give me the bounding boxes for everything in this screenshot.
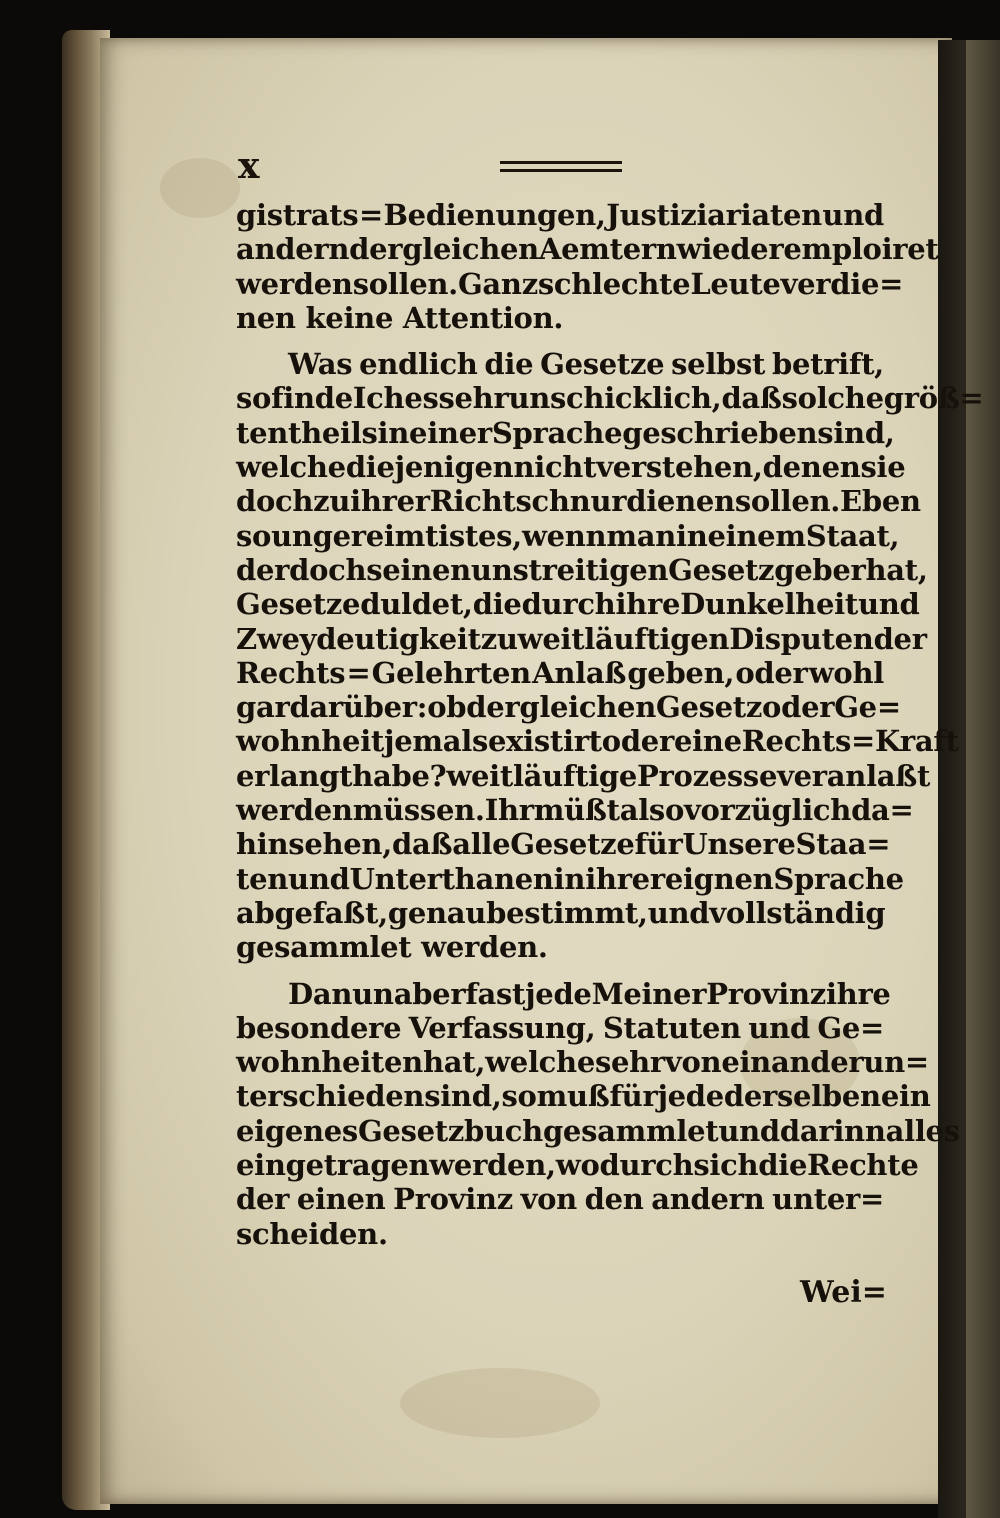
text-line: gistrats = Bedienungen, Justiziariaten und xyxy=(236,198,884,232)
text-line: scheiden. xyxy=(236,1216,388,1251)
text-line: wohnheiten hat, welche sehr von einander un= xyxy=(236,1045,929,1080)
text-line: ten und Unterthanen in ihrer eignen Sprache xyxy=(236,861,904,896)
text-line: werden müssen. Ihr müßt also vorzüglich da= xyxy=(236,793,914,828)
text-line: der doch seinen unstreitigen Gesetzgeber hat, xyxy=(236,552,928,587)
body-text xyxy=(236,198,984,1251)
text-line: der einen Provinz von den andern unter= xyxy=(236,1182,884,1217)
text-line: gar darüber: ob dergleichen Gesetz oder Ge= xyxy=(236,690,901,725)
text-line: Rechts = Gelehrten Anlaß geben, oder wohl xyxy=(236,655,884,690)
text-line: Gesetze duldet, die durch ihre Dunkelheit und xyxy=(236,587,920,622)
text-line: erlangt habe? weitläuftige Prozesse veranlaßt xyxy=(236,758,931,793)
text-line: tentheils in einer Sprache geschrieben sind, xyxy=(236,415,895,450)
paper-stain xyxy=(400,1368,600,1438)
text-line: wohnheit jemals existirt oder eine Rechts=Kraft xyxy=(236,724,959,759)
text-line: eigenes Gesetzbuch gesammlet und darinn alles xyxy=(236,1113,960,1148)
paragraph-gap xyxy=(236,335,884,347)
page-number: x xyxy=(238,145,260,187)
text-line: besondere Verfassung, Statuten und Ge= xyxy=(236,1010,884,1045)
text-line: terschieden sind, so muß für jede derselben ein xyxy=(236,1079,931,1114)
text-line: Da nun aber fast jede Meiner Provinz ihre xyxy=(288,976,891,1011)
text-line: so ungereimt ist es, wenn man in einem Staat, xyxy=(236,518,900,553)
paper-stain xyxy=(160,158,240,218)
page-header xyxy=(238,145,888,189)
paragraph-gap xyxy=(236,965,884,977)
catchword: Wei= xyxy=(800,1275,887,1310)
paragraph xyxy=(236,976,960,1251)
text-line: gesammlet werden. xyxy=(236,930,548,965)
text-line: welche diejenigen nicht verstehen, denen sie xyxy=(236,450,906,485)
text-line: nen keine Attention. xyxy=(236,300,564,335)
facing-page-edge xyxy=(966,40,1000,1518)
text-line: eingetragen werden, wodurch sich die Rechte xyxy=(236,1148,919,1183)
paragraph xyxy=(236,347,984,965)
text-line: so finde Ich es sehr unschicklich, daß solche größ= xyxy=(236,381,984,416)
paragraph xyxy=(236,198,939,335)
text-line: abgefaßt, genau bestimmt, und vollständig xyxy=(236,895,886,930)
header-rule xyxy=(500,169,622,172)
text-line: doch zu ihrer Richtschnur dienen sollen. Eben xyxy=(236,484,921,519)
text-line: Zweydeutigkeit zu weitläuftigen Disputen der xyxy=(236,621,927,656)
text-line: hin sehen, daß alle Gesetze für Unsere Staa= xyxy=(236,827,891,862)
text-line: Was endlich die Gesetze selbst betrift, xyxy=(288,347,884,382)
text-line: werden sollen. Ganz schlechte Leute verdie= xyxy=(236,266,904,301)
text-line: andern dergleichen Aemtern wieder emploiret xyxy=(236,232,939,267)
header-rule xyxy=(500,161,622,164)
